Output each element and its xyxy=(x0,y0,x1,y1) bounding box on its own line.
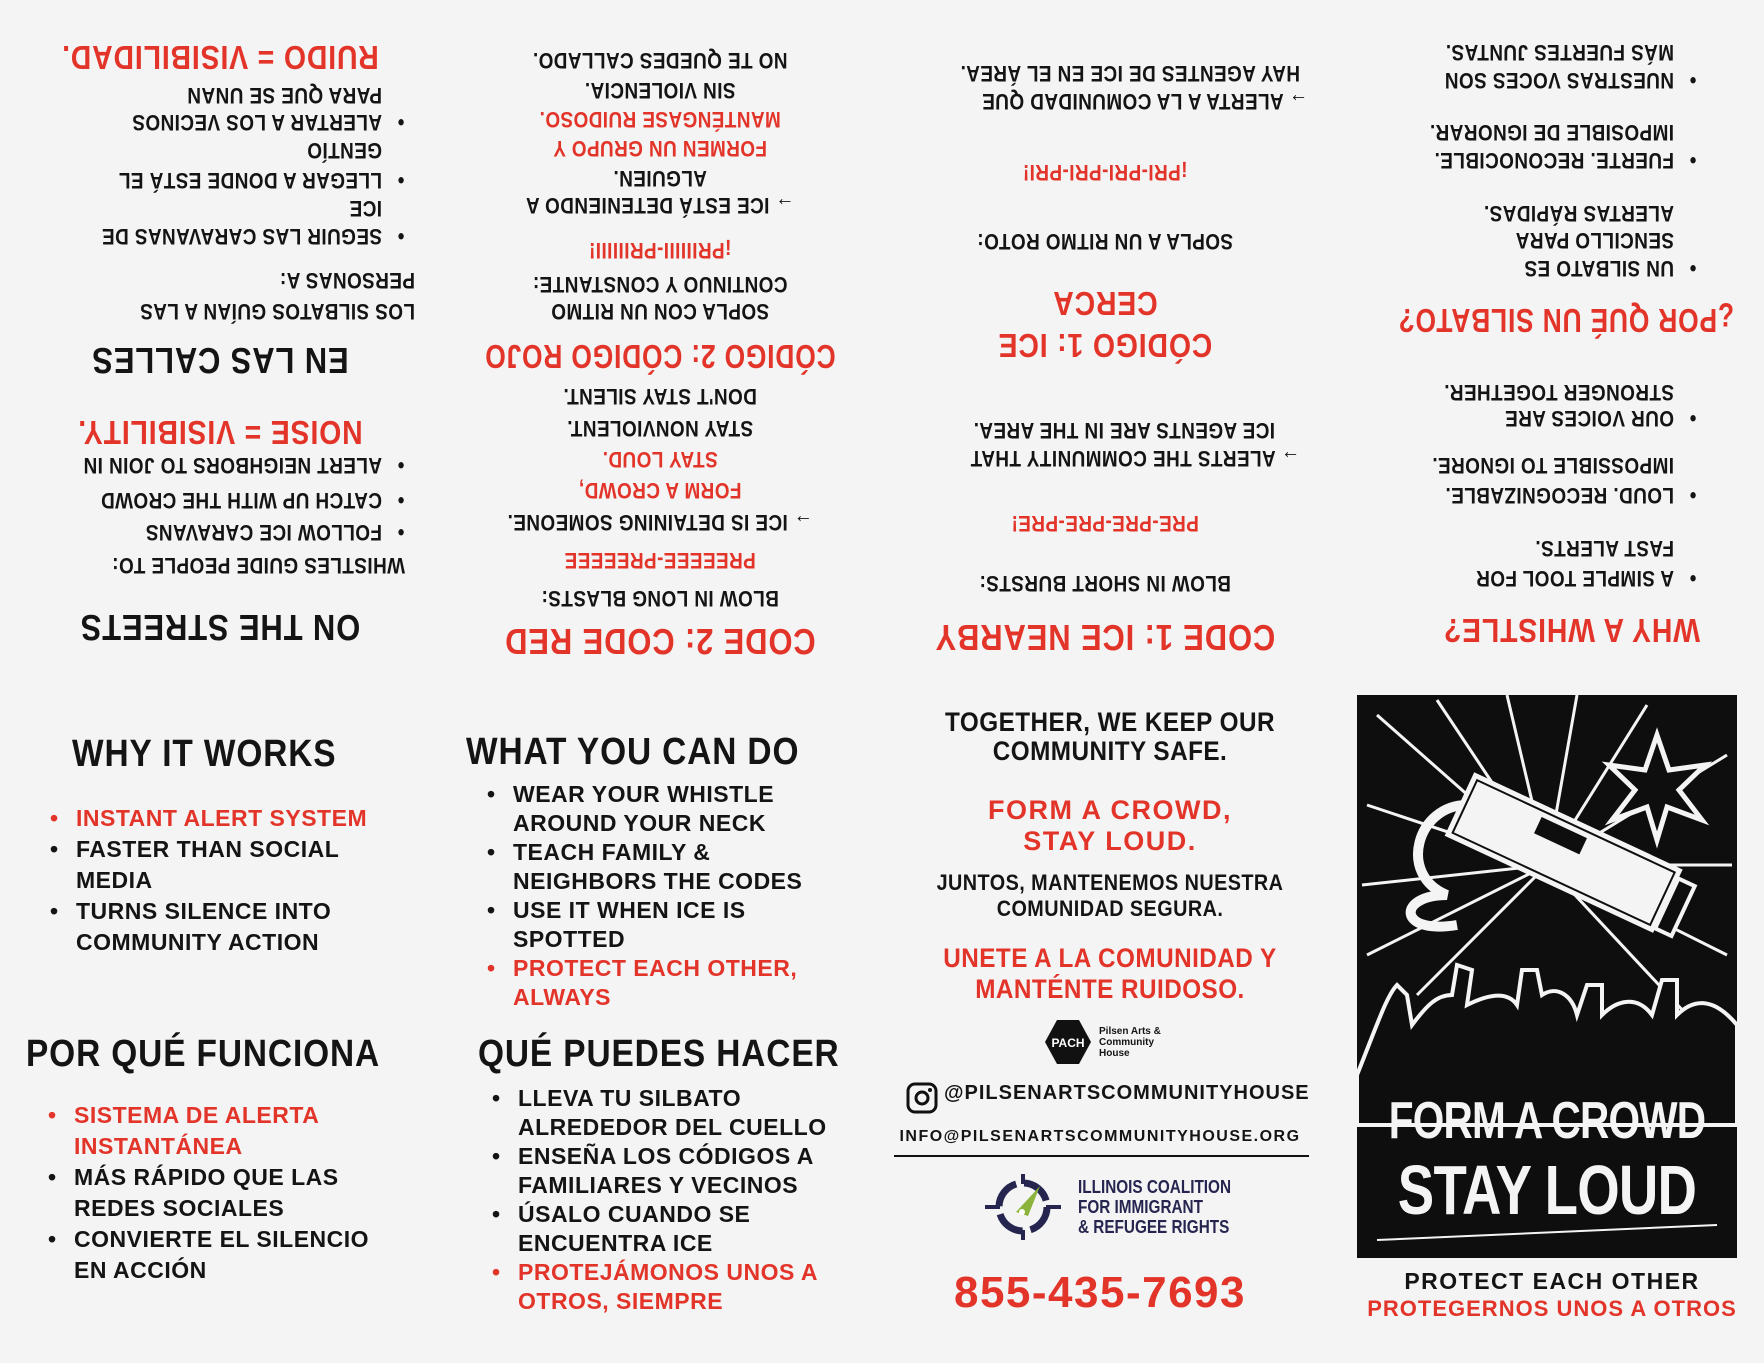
email-link[interactable]: INFO@PILSENARTSCOMMUNITYHOUSE.ORG xyxy=(899,1128,1301,1145)
heading-es: POR QUÉ FUNCIONA xyxy=(26,1033,381,1075)
heading: ON THE STREETS xyxy=(79,607,361,648)
instruction: BLOW IN LONG BLASTS: xyxy=(541,586,779,611)
action: FORM A CROWD, xyxy=(578,478,742,503)
whistle-sound-es: ¡PRIIIIII-PRIIIIII! xyxy=(588,238,732,263)
bullet-line: • ALERTAR A LOS VECINOS xyxy=(132,108,382,136)
list-item: • TEACH FAMILY & NEIGHBORS THE CODES xyxy=(487,838,857,896)
bullet-line: • OUR VOICES ARE xyxy=(1505,404,1674,432)
heading: WHY IT WORKS xyxy=(72,733,337,775)
bullet-line: • LOUD. RECOGNIZABLE. xyxy=(1445,481,1674,509)
heading-es: ¿POR QUÉ UN SILBATO? xyxy=(1397,302,1734,339)
instruction-es: SOPLA CON UN RITMO xyxy=(550,299,770,324)
panel-what-you-can-do xyxy=(440,680,880,1363)
meaning: ICE AGENTS ARE IN THE AREA. xyxy=(973,418,1275,443)
list-item: • CONVIERTE EL SILENCIO EN ACCIÓN xyxy=(48,1224,398,1286)
pach-name-line: Community xyxy=(1099,1036,1154,1048)
heading-es: CERCA xyxy=(1052,285,1158,322)
bullet-line: PARA QUE SE UNAN xyxy=(186,83,382,108)
hotline-phone[interactable]: 855-435-7693 xyxy=(953,1268,1246,1317)
outside-panels-inverted xyxy=(0,0,1764,680)
heading: WHAT YOU CAN DO xyxy=(466,731,800,773)
list-item: • FASTER THAN SOCIAL MEDIA xyxy=(50,834,400,896)
bullet-list-es xyxy=(48,1100,398,1286)
bullet-line: • NUESTRAS VOCES SON xyxy=(1444,66,1674,94)
bullet-line: IMPOSSIBLE TO IGNORE. xyxy=(1431,453,1674,478)
instagram-link[interactable] xyxy=(906,1082,1310,1114)
meaning-es: HAY AGENTES DE ICE EN EL ÁREA. xyxy=(960,61,1300,86)
bullet-line: FAST ALERTS. xyxy=(1534,536,1674,561)
rule-es: NO TE QUEDES CALLADO. xyxy=(532,48,788,73)
bullet-list xyxy=(487,780,857,1012)
instagram-handle[interactable]: @PILSENARTSCOMMUNITYHOUSE xyxy=(944,1082,1310,1104)
poster-line-1: FORM A CROWD xyxy=(1388,1092,1706,1150)
icirr-line: & REFUGEE RIGHTS xyxy=(1078,1217,1230,1237)
list-item: • MÁS RÁPIDO QUE LAS REDES SOCIALES xyxy=(48,1162,398,1224)
bullet-list-es xyxy=(492,1084,852,1316)
bullet-line: • ALERT NEIGHBORS TO JOIN IN xyxy=(83,451,382,479)
poster-caption-es: PROTEGERNOS UNOS A OTROS xyxy=(1367,1296,1737,1321)
icirr-line: FOR IMMIGRANT xyxy=(1078,1197,1203,1217)
heading-es: CÓDIGO 2: CÓDIGO ROJO xyxy=(484,338,836,375)
list-item: • ENSEÑA LOS CÓDIGOS A FAMILIARES Y VECINOS xyxy=(492,1142,852,1200)
icirr-logo xyxy=(980,1172,1258,1242)
meaning-es: → ICE ESTÁ DETENIENDO A xyxy=(525,193,795,218)
action-es: MANTÉNGASE RUIDOSO. xyxy=(539,107,781,132)
whistle-sound: PREEEEE-PREEEEE xyxy=(564,548,756,573)
list-item: • TURNS SILENCE INTO COMMUNITY ACTION xyxy=(50,896,400,958)
list-item: • PROTEJÁMONOS UNOS A OTROS, SIEMPRE xyxy=(492,1258,852,1316)
poster-line-2: STAY LOUD xyxy=(1397,1151,1697,1229)
list-item: • LLEVA TU SILBATO ALREDEDOR DEL CUELLO xyxy=(492,1084,852,1142)
pach-name xyxy=(1099,1026,1161,1059)
pach-logo xyxy=(1043,1018,1161,1066)
form-crowd-text xyxy=(880,795,1340,857)
intro: WHISTLES GUIDE PEOPLE TO: xyxy=(111,553,405,578)
rule-es: SIN VIOLENCIA. xyxy=(584,78,736,103)
whistle-sound: PRE-PRE-PRE-PRE! xyxy=(1011,511,1199,536)
list-item: • ÚSALO CUANDO SE ENCUENTRA ICE xyxy=(492,1200,852,1258)
bullet-line: IMPOSIBLE DE IGNORAR. xyxy=(1429,120,1674,145)
bullet-line: • CATCH UP WITH THE CROWD xyxy=(101,486,382,514)
icirr-line: ILLINOIS COALITION xyxy=(1078,1177,1231,1197)
pach-name-line: Pilsen Arts & xyxy=(1099,1025,1161,1037)
pach-name-line: House xyxy=(1099,1047,1130,1059)
meaning: → ALERTS THE COMMUNITY THAT xyxy=(970,446,1300,471)
list-item: • PROTECT EACH OTHER, ALWAYS xyxy=(487,954,857,1012)
instruction: BLOW IN SHORT BURSTS: xyxy=(979,571,1231,596)
panel-code-1 xyxy=(880,0,1330,680)
bullet-line: SENCILLO PARA xyxy=(1515,228,1674,253)
bullet-line: ICE xyxy=(349,196,382,221)
heading: CODE 2: CODE RED xyxy=(504,621,816,662)
list-item: • INSTANT ALERT SYSTEM xyxy=(50,803,400,834)
list-item: • WEAR YOUR WHISTLE AROUND YOUR NECK xyxy=(487,780,857,838)
form-crowd-line: STAY LOUD. xyxy=(1023,826,1197,856)
unete-text: UNETE A LA COMUNIDAD Y MANTÉNTE RUIDOSO. xyxy=(943,943,1277,1004)
tagline: NOISE = VISIBILITY. xyxy=(77,414,363,451)
bullet-line: STRONGER TOGETHER. xyxy=(1443,380,1674,405)
juntos-text: JUNTOS, MANTENEMOS NUESTRA COMUNIDAD SEGURA. xyxy=(936,870,1284,921)
instagram-icon xyxy=(906,1082,938,1114)
bullet-list xyxy=(50,803,400,958)
bullet-line: MÁS FUERTES JUNTAS. xyxy=(1445,40,1674,65)
heading-es: QUÉ PUEDES HACER xyxy=(478,1033,840,1075)
pach-logo-text: PACH xyxy=(1051,1036,1085,1050)
together-text: TOGETHER, WE KEEP OUR COMMUNITY SAFE. xyxy=(945,707,1275,766)
bullet-line: • LLEGAR A DONDE ESTÁ EL xyxy=(119,166,382,194)
bullet-line: ALERTAS RÁPIDAS. xyxy=(1483,201,1674,226)
poster-illustration xyxy=(1357,695,1737,1258)
pach-hexagon-icon xyxy=(1043,1018,1093,1066)
bullet-line: • SEGUIR LAS CARAVANAS DE xyxy=(102,222,382,250)
star-icon xyxy=(1609,735,1705,840)
heading: WHY A WHISTLE? xyxy=(1443,612,1700,649)
form-crowd-line: FORM A CROWD, xyxy=(988,795,1232,825)
meaning-es: → ALERTA A LA COMUNIDAD QUE xyxy=(981,89,1308,114)
meaning: → ICE IS DETAINING SOMEONE. xyxy=(507,510,813,535)
whistle-sound-es: ¡PRI-PRI-PRI-PRI! xyxy=(1022,160,1188,185)
action-es: FORMEN UN GRUPO Y xyxy=(552,136,768,161)
panel-why-it-works xyxy=(0,680,440,1363)
tagline-es: RUIDO = VISIBILIDAD. xyxy=(61,39,379,76)
action: STAY LOUD. xyxy=(602,447,718,472)
bullet-line: GENTÍO xyxy=(306,138,382,163)
heading: CODE 1: ICE NEARBY xyxy=(934,617,1276,658)
instruction-es: SOPLA A UN RITMO ROTO: xyxy=(976,229,1234,254)
bullet-line: • UN SILBATO ES xyxy=(1524,254,1674,282)
poster-caption: PROTECT EACH OTHER xyxy=(1404,1268,1700,1294)
rule: STAY NONVIOLENT. xyxy=(566,416,754,441)
compass-icon xyxy=(980,1172,1066,1242)
meaning-es: ALGUIEN. xyxy=(613,166,707,191)
panel-on-the-streets xyxy=(0,0,440,680)
heading-es: CÓDIGO 1: ICE xyxy=(997,327,1213,364)
panel-code-2 xyxy=(440,0,880,680)
panel-contact xyxy=(880,680,1340,1363)
divider xyxy=(894,1155,1309,1157)
intro-es: PERSONAS A: xyxy=(279,268,415,293)
instruction-es: CONTINUO Y CONSTANTE: xyxy=(532,272,788,297)
bullet-line: • FOLLOW ICE CARAVANS xyxy=(145,518,382,546)
bullet-line: • FUERTE. RECONOCIBLE. xyxy=(1434,146,1674,174)
icirr-name xyxy=(1078,1177,1231,1237)
rule: DON'T STAY SILENT. xyxy=(563,384,757,409)
intro-es: LOS SILBATOS GUÍAN A LAS xyxy=(139,299,415,324)
bullet-line: • A SIMPLE TOOL FOR xyxy=(1476,564,1674,592)
list-item: • SISTEMA DE ALERTA INSTANTÁNEA xyxy=(48,1100,398,1162)
list-item: • USE IT WHEN ICE IS SPOTTED xyxy=(487,896,857,954)
heading-es: EN LAS CALLES xyxy=(91,340,349,381)
panel-why-whistle xyxy=(1330,0,1764,680)
panel-poster xyxy=(1340,680,1764,1363)
